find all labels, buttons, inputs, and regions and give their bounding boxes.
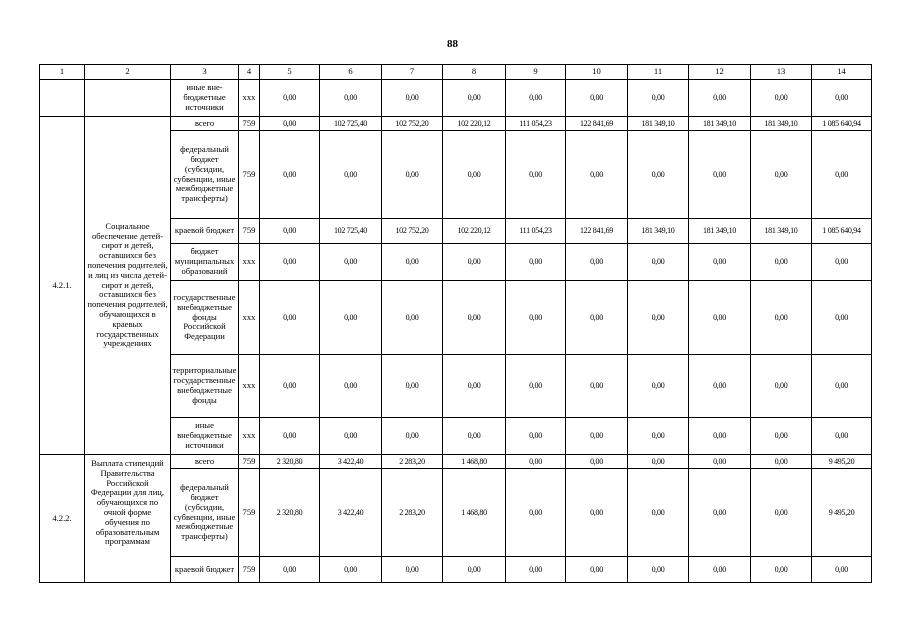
amount-cell: 102 220,12 [443,219,506,244]
item-code [40,80,85,117]
amount-cell: 0,00 [260,80,320,117]
budget-code: 759 [239,469,260,557]
column-number-6: 6 [320,65,382,80]
amount-cell: 0,00 [506,355,566,418]
funding-source: иные внебюджетные источники [171,418,239,455]
amount-cell: 0,00 [751,557,812,583]
item-name: Социальное обеспечение детей-сирот и детей, оставшихся без попечения родителей, и лиц из числа детей-сирот и детей, оставшихся без попечения родителей, обучающихся в краевых государственных учреждениях [85,117,171,455]
amount-cell: 3 422,40 [320,469,382,557]
column-number-7: 7 [382,65,443,80]
amount-cell: 0,00 [566,455,628,469]
amount-cell: 0,00 [812,131,872,219]
column-number-11: 11 [628,65,689,80]
amount-cell: 0,00 [506,418,566,455]
amount-cell: 0,00 [751,455,812,469]
column-number-4: 4 [239,65,260,80]
table-row [40,117,872,131]
amount-cell: 0,00 [320,244,382,281]
amount-cell: 181 349,10 [689,117,751,131]
funding-source: всего [171,455,239,469]
amount-cell: 0,00 [689,131,751,219]
budget-code: 759 [239,219,260,244]
amount-cell: 0,00 [566,557,628,583]
amount-cell: 122 841,69 [566,117,628,131]
amount-cell: 0,00 [320,418,382,455]
amount-cell: 0,00 [628,80,689,117]
amount-cell: 0,00 [260,281,320,355]
amount-cell: 0,00 [812,80,872,117]
amount-cell: 0,00 [320,80,382,117]
budget-code: xxx [239,418,260,455]
amount-cell: 0,00 [506,557,566,583]
amount-cell: 0,00 [812,281,872,355]
amount-cell: 0,00 [443,244,506,281]
amount-cell: 0,00 [566,418,628,455]
column-number-13: 13 [751,65,812,80]
funding-source: иные вне-бюджетные источники [171,80,239,117]
budget-code: xxx [239,80,260,117]
amount-cell: 0,00 [628,131,689,219]
amount-cell: 0,00 [812,418,872,455]
amount-cell: 102 220,12 [443,117,506,131]
amount-cell: 0,00 [260,117,320,131]
amount-cell: 0,00 [628,355,689,418]
amount-cell: 0,00 [751,469,812,557]
amount-cell: 0,00 [628,469,689,557]
item-code: 4.2.1. [40,117,85,455]
amount-cell: 9 495,20 [812,455,872,469]
amount-cell: 0,00 [260,244,320,281]
column-number-1: 1 [40,65,85,80]
budget-code: 759 [239,131,260,219]
amount-cell: 102 725,40 [320,219,382,244]
amount-cell: 0,00 [689,355,751,418]
amount-cell: 181 349,10 [751,219,812,244]
column-number-8: 8 [443,65,506,80]
budget-code: xxx [239,281,260,355]
amount-cell: 0,00 [382,131,443,219]
amount-cell: 0,00 [566,281,628,355]
amount-cell: 0,00 [566,355,628,418]
table-row [40,455,872,469]
column-number-5: 5 [260,65,320,80]
amount-cell: 122 841,69 [566,219,628,244]
amount-cell: 2 320,80 [260,455,320,469]
amount-cell: 2 283,20 [382,469,443,557]
amount-cell: 111 054,23 [506,117,566,131]
amount-cell: 0,00 [628,244,689,281]
column-number-10: 10 [566,65,628,80]
amount-cell: 0,00 [689,557,751,583]
table-row [40,80,872,117]
amount-cell: 0,00 [689,455,751,469]
funding-source: территориальные государственные внебюджетные фонды [171,355,239,418]
funding-source: федеральный бюджет (субсидии, субвенции, иные межбюджетные трансферты) [171,469,239,557]
amount-cell: 102 752,20 [382,219,443,244]
amount-cell: 111 054,23 [506,219,566,244]
amount-cell: 0,00 [260,557,320,583]
funding-source: всего [171,117,239,131]
column-number-9: 9 [506,65,566,80]
budget-code: xxx [239,244,260,281]
amount-cell: 0,00 [260,355,320,418]
amount-cell: 0,00 [320,281,382,355]
item-name [85,80,171,117]
amount-cell: 0,00 [628,455,689,469]
amount-cell: 102 752,20 [382,117,443,131]
amount-cell: 0,00 [566,244,628,281]
amount-cell: 1 085 640,94 [812,117,872,131]
amount-cell: 0,00 [382,244,443,281]
budget-code: 759 [239,557,260,583]
amount-cell: 2 320,80 [260,469,320,557]
amount-cell: 0,00 [628,281,689,355]
amount-cell: 0,00 [443,355,506,418]
amount-cell: 0,00 [689,244,751,281]
amount-cell: 0,00 [260,131,320,219]
amount-cell: 0,00 [320,557,382,583]
budget-code: xxx [239,355,260,418]
amount-cell: 0,00 [506,469,566,557]
amount-cell: 0,00 [506,244,566,281]
funding-source: федеральный бюджет (субсидии, субвенции, иные межбюджетные трансферты) [171,131,239,219]
amount-cell: 0,00 [812,355,872,418]
amount-cell: 0,00 [443,80,506,117]
amount-cell: 0,00 [443,131,506,219]
amount-cell: 0,00 [689,469,751,557]
amount-cell: 0,00 [812,557,872,583]
amount-cell: 0,00 [320,131,382,219]
amount-cell: 0,00 [751,418,812,455]
amount-cell: 0,00 [751,355,812,418]
amount-cell: 0,00 [689,418,751,455]
column-number-14: 14 [812,65,872,80]
amount-cell: 1 468,80 [443,469,506,557]
funding-source: краевой бюджет [171,219,239,244]
amount-cell: 0,00 [382,557,443,583]
amount-cell: 0,00 [382,80,443,117]
amount-cell: 0,00 [320,355,382,418]
column-number-3: 3 [171,65,239,80]
amount-cell: 0,00 [628,418,689,455]
amount-cell: 0,00 [506,281,566,355]
budget-table [39,64,872,583]
amount-cell: 0,00 [443,281,506,355]
amount-cell: 181 349,10 [628,117,689,131]
amount-cell: 0,00 [751,244,812,281]
amount-cell: 0,00 [566,80,628,117]
amount-cell: 0,00 [260,418,320,455]
amount-cell: 0,00 [812,244,872,281]
amount-cell: 0,00 [689,281,751,355]
funding-source: государственные внебюджетные фонды Российской Федерации [171,281,239,355]
item-code: 4.2.2. [40,455,85,583]
amount-cell: 0,00 [260,219,320,244]
budget-code: 759 [239,455,260,469]
page-number: 88 [447,38,458,50]
amount-cell: 0,00 [566,131,628,219]
amount-cell: 0,00 [382,418,443,455]
funding-source: бюджет муниципальных образований [171,244,239,281]
amount-cell: 0,00 [566,469,628,557]
amount-cell: 181 349,10 [628,219,689,244]
column-number-2: 2 [85,65,171,80]
amount-cell: 0,00 [506,80,566,117]
amount-cell: 0,00 [689,80,751,117]
amount-cell: 2 283,20 [382,455,443,469]
amount-cell: 0,00 [382,355,443,418]
header-row [40,65,872,80]
amount-cell: 102 725,40 [320,117,382,131]
amount-cell: 181 349,10 [751,117,812,131]
amount-cell: 0,00 [628,557,689,583]
amount-cell: 181 349,10 [689,219,751,244]
budget-code: 759 [239,117,260,131]
amount-cell: 0,00 [751,281,812,355]
funding-source: краевой бюджет [171,557,239,583]
item-name: Выплата стипендий Правительства Российской Федерации для лиц, обучающихся по очной форме обучения по образовательным программам [85,455,171,583]
amount-cell: 1 468,80 [443,455,506,469]
amount-cell: 1 085 640,94 [812,219,872,244]
amount-cell: 9 495,20 [812,469,872,557]
amount-cell: 0,00 [443,557,506,583]
column-number-12: 12 [689,65,751,80]
amount-cell: 0,00 [506,131,566,219]
amount-cell: 0,00 [443,418,506,455]
amount-cell: 0,00 [506,455,566,469]
amount-cell: 0,00 [751,80,812,117]
amount-cell: 3 422,40 [320,455,382,469]
amount-cell: 0,00 [751,131,812,219]
amount-cell: 0,00 [382,281,443,355]
